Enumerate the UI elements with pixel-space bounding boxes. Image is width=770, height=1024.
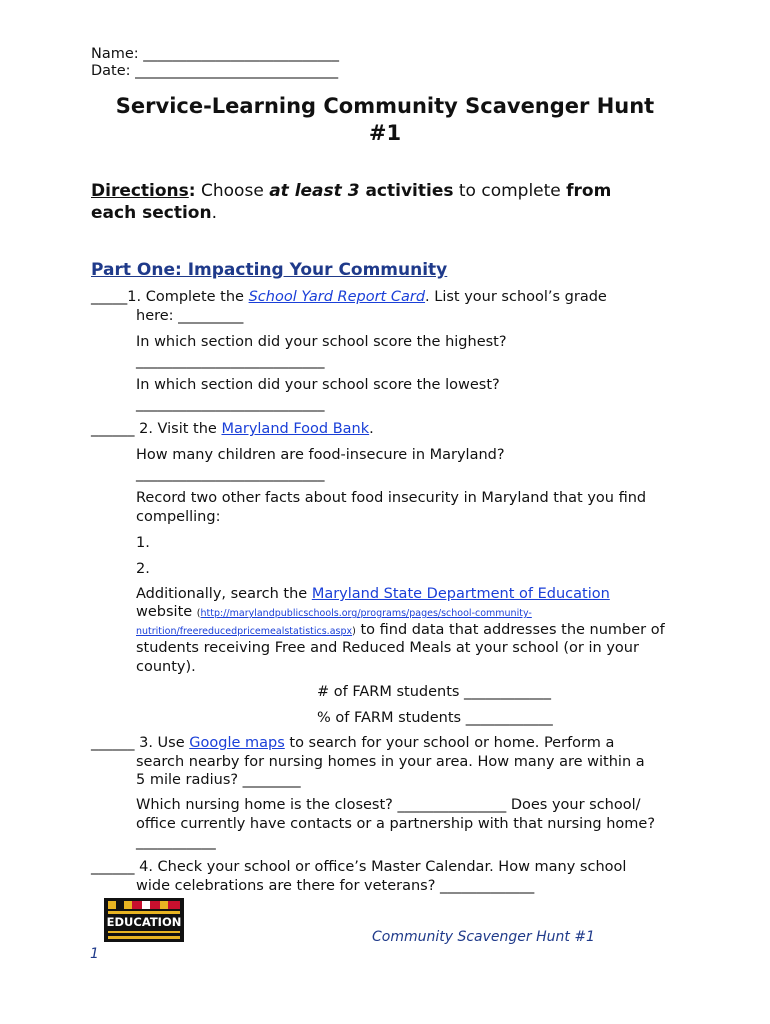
- item-3-question-partnership: office currently have contacts or a partnership with that nursing home?: [136, 816, 656, 832]
- item-2-fact-2: 2.: [136, 561, 150, 577]
- google-maps-link[interactable]: Google maps: [189, 735, 285, 751]
- item-2-blank: ______: [91, 421, 135, 437]
- msde-url-link-2[interactable]: nutrition/freereducedpricemealstatistics.aspx: [136, 626, 353, 637]
- title-line-1: Service-Learning Community Scavenger Hunt: [115, 94, 655, 118]
- item-3-blank: ______: [91, 735, 135, 751]
- url-paren-open: (: [196, 608, 201, 619]
- date-line: Date: ____________________________: [91, 63, 339, 79]
- maryland-food-bank-link[interactable]: Maryland Food Bank: [221, 421, 370, 437]
- footer-text: Community Scavenger Hunt #1: [372, 929, 595, 945]
- item-1: [91, 289, 607, 305]
- item-3-question-closest: Which nursing home is the closest? _______________ Does your school/: [136, 797, 641, 813]
- item-4-blank: ______: [91, 859, 135, 875]
- farm-percent: % of FARM students ____________: [317, 710, 553, 726]
- item-3-text: 3. Use: [134, 735, 190, 751]
- item-2-website-line: [136, 604, 532, 620]
- school-yard-report-card-link[interactable]: School Yard Report Card: [248, 289, 426, 305]
- item-4-text: 4. Check your school or office’s Master Calendar. How many school: [134, 859, 627, 875]
- msde-url-link-1[interactable]: http://marylandpublicschools.org/programs/pages/school-community-: [200, 608, 532, 619]
- item-2-answer-children: __________________________: [136, 466, 325, 482]
- directions-each-section: each section: [91, 203, 212, 223]
- directions-text-2: to complete: [453, 181, 567, 201]
- item-2-additional: [136, 586, 610, 602]
- item-2-additional-text: Additionally, search the: [136, 586, 312, 602]
- item-3-answer-partnership: ___________: [136, 834, 216, 850]
- item-2-text-post: .: [369, 421, 374, 437]
- msde-link[interactable]: Maryland State Department of Education: [311, 586, 610, 602]
- url-paren-close: ): [352, 626, 356, 637]
- item-3-line-3: 5 mile radius? ________: [136, 772, 301, 788]
- part-one-heading: Part One: Impacting Your Community: [91, 260, 448, 280]
- directions: [91, 180, 691, 224]
- item-3-line-2: search nearby for nursing homes in your area. How many are within a: [136, 754, 645, 770]
- logo-text: EDUCATION: [106, 915, 182, 929]
- item-2-question-facts: Record two other facts about food insecurity in Maryland that you find: [136, 490, 647, 506]
- directions-text: Choose: [195, 181, 270, 201]
- directions-period: .: [211, 203, 217, 223]
- item-1-question-lowest: In which section did your school score the lowest?: [136, 377, 500, 393]
- page-title: [0, 93, 770, 147]
- item-1-line-2: here: _________: [136, 308, 244, 324]
- item-2-line-b: students receiving Free and Reduced Meals at your school (or in your: [136, 640, 639, 656]
- item-4: [91, 859, 626, 875]
- item-2-url-post: to find data that addresses the number of: [355, 622, 665, 638]
- website-label: website: [136, 604, 197, 620]
- item-1-text: 1. Complete the: [127, 289, 249, 305]
- item-3-text-post: to search for your school or home. Perform a: [284, 735, 615, 751]
- item-2-url-line-2: [136, 622, 665, 638]
- item-1-question-highest: In which section did your school score the highest?: [136, 334, 507, 350]
- directions-activities: activities: [359, 181, 454, 201]
- title-line-2: #1: [368, 121, 402, 145]
- name-line: Name: ___________________________: [91, 46, 340, 62]
- item-3: [91, 735, 614, 751]
- item-2-question-children: How many children are food-insecure in Maryland?: [136, 447, 505, 463]
- item-1-answer-lowest: __________________________: [136, 396, 325, 412]
- item-1-blank: _____: [91, 289, 128, 305]
- item-2: [91, 421, 374, 437]
- directions-label: Directions: [91, 181, 189, 201]
- directions-from: from: [566, 181, 612, 201]
- item-1-text-post: . List your school’s grade: [425, 289, 607, 305]
- directions-colon: :: [188, 181, 196, 201]
- item-2-fact-1: 1.: [136, 535, 150, 551]
- item-2-question-facts-2: compelling:: [136, 509, 221, 525]
- page-number: 1: [90, 946, 99, 962]
- item-2-line-c: county).: [136, 659, 196, 675]
- item-2-text: 2. Visit the: [134, 421, 222, 437]
- item-4-line-2: wide celebrations are there for veterans? _____________: [136, 878, 535, 894]
- directions-emphasis: at least 3: [269, 181, 360, 201]
- msde-logo: [104, 898, 184, 942]
- item-1-answer-highest: __________________________: [136, 353, 325, 369]
- farm-count: # of FARM students ____________: [317, 684, 552, 700]
